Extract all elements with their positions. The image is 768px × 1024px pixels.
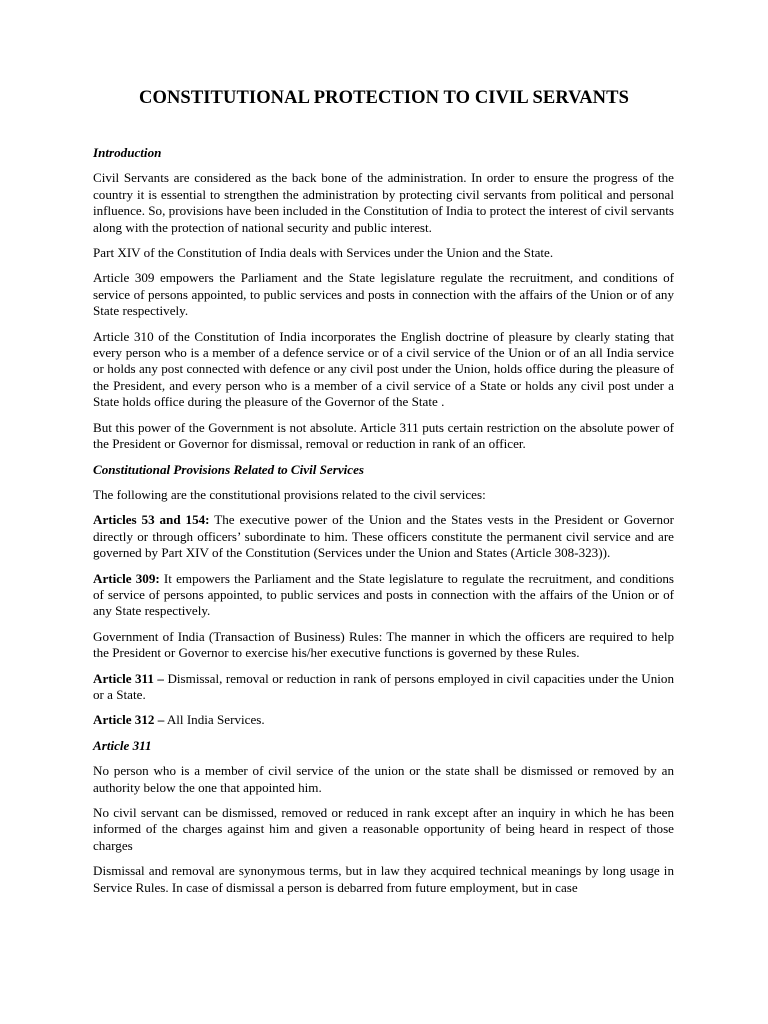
article-text: It empowers the Parliament and the State legislature to regulate the recruitment, and conditions of service of persons appointed, to public services and posts in connection with the affairs of the Union or of any State respectively.	[93, 570, 675, 619]
article-text: All India Services.	[164, 712, 265, 728]
article-label: Article 312 –	[93, 712, 165, 728]
paragraph: Article 309 empowers the Parliament and the State legislature regulate the recruitment, and conditions of service of persons appointed, to public services and posts in connection with the affairs of the Union or of any State respectively.	[93, 270, 674, 319]
paragraph-article-311	[93, 671, 674, 704]
article-text: The executive power of the Union and the States vests in the President or Governor directly or through officers’ subordinate to him. These officers constitute the permanent civil service and are governed by Part XIV of the Constitution (Services under the Union and States (Article 308-323)).	[93, 512, 674, 561]
paragraph: No civil servant can be dismissed, removed or reduced in rank except after an inquiry in which he has been informed of the charges against him and given a reasonable opportunity of being heard in respect of those charges	[93, 805, 674, 853]
paragraph: Civil Servants are considered as the back bone of the administration. In order to ensure the progress of the country it is essential to strengthen the administration by protecting civil servants from political and personal influence. So, provisions have been included in the Constitution of India to protect the interest of civil servants along with the protection of national security and public interest.	[93, 170, 674, 235]
paragraph: Dismissal and removal are synonymous terms, but in law they acquired technical meanings by long usage in Service Rules. In case of dismissal a person is debarred from future employment, but in case	[93, 863, 674, 895]
article-text: Dismissal, removal or reduction in rank of persons employed in civil capacities under the Union or a State.	[93, 670, 675, 702]
section-heading-introduction: Introduction	[93, 145, 162, 160]
paragraph: No person who is a member of civil service of the union or the state shall be dismissed or removed by an authority below the one that appointed him.	[93, 763, 674, 795]
document-title: CONSTITUTIONAL PROTECTION TO CIVIL SERVANTS	[139, 88, 629, 108]
article-label: Article 309:	[93, 570, 160, 586]
paragraph-articles-53-154	[93, 512, 674, 561]
paragraph-article-309	[93, 571, 674, 620]
paragraph: Article 310 of the Constitution of India incorporates the English doctrine of pleasure by clearly stating that every person who is a member of a defence service or of a civil service of the Union or of an all India service or holds any post connected with defence or any civil post under the Union, holds office during the pleasure of the President, and every person who is a member of a civil service of a State or holds any civil post under a State holds office during the pleasure of the Governor of the State .	[93, 328, 674, 410]
paragraph: Government of India (Transaction of Business) Rules: The manner in which the officers are required to help the President or Governor to exercise his/her executive functions is governed by these Rules.	[93, 628, 674, 661]
section-heading-provisions: Constitutional Provisions Related to Civil Services	[93, 461, 364, 477]
paragraph: But this power of the Government is not absolute. Article 311 puts certain restriction on the absolute power of the President or Governor for dismissal, removal or reduction in rank of an officer.	[93, 419, 674, 452]
article-label: Articles 53 and 154:	[93, 512, 210, 528]
section-heading-article-311: Article 311	[93, 737, 152, 753]
paragraph: The following are the constitutional provisions related to the civil services:	[93, 486, 486, 502]
paragraph: Part XIV of the Constitution of India deals with Services under the Union and the State.	[93, 245, 554, 261]
article-label: Article 311 –	[93, 670, 164, 686]
document-body	[93, 145, 674, 905]
paragraph-article-312	[93, 712, 674, 728]
